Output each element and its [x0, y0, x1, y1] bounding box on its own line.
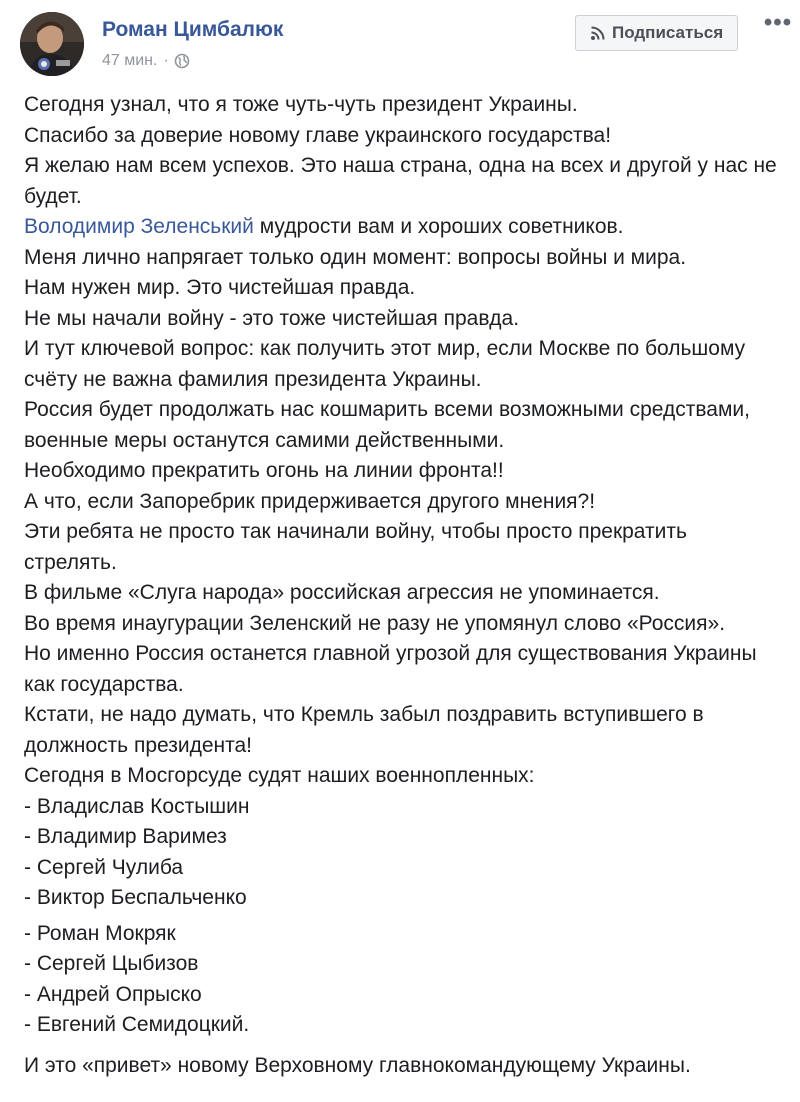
- post-line: Россия будет продолжать нас кошмарить всеми возможными средствами, военные меры останутся самими действенными.: [24, 398, 750, 452]
- post-timestamp[interactable]: 47 мин.: [102, 52, 158, 69]
- mention-link[interactable]: Володимир Зеленський: [24, 215, 254, 238]
- globe-icon[interactable]: [174, 53, 190, 69]
- avatar-photo: [20, 12, 84, 76]
- list-item: - Владимир Варимез: [24, 825, 227, 848]
- closing-line: И это «привет» новому Верховному главнокомандующему Украины.: [24, 1053, 691, 1077]
- post-line: Я желаю нам всем успехов. Это наша страна, одна на всех и другой у нас не будет.: [24, 154, 777, 208]
- mention-suffix: мудрости вам и хороших советников.: [253, 215, 624, 238]
- rss-icon: [590, 25, 606, 41]
- post-line: В фильме «Слуга народа» российская агрессия не упоминается.: [24, 581, 660, 604]
- subscribe-label: Подписаться: [612, 23, 724, 42]
- list-item: - Владислав Костышин: [24, 794, 250, 818]
- mention-line: [24, 212, 784, 243]
- post-meta: [102, 52, 190, 70]
- list-item: - Андрей Опрыско: [24, 982, 202, 1006]
- post-line: Но именно Россия останется главной угрозой для существования Украины как государства.: [24, 642, 757, 696]
- meta-separator: ·: [163, 52, 169, 69]
- post-line: Эти ребята не просто так начинали войну, чтобы просто прекратить стрелять.: [24, 520, 687, 574]
- subscribe-button[interactable]: [575, 15, 738, 51]
- list-item: - Евгений Семидоцкий.: [24, 1013, 250, 1036]
- post-line: Спасибо за доверие новому главе украинского государства!: [24, 123, 612, 147]
- post-body: [24, 90, 784, 1081]
- post-line: Необходимо прекратить огонь на линии фронта!!: [24, 459, 504, 482]
- post-line: Нам нужен мир. Это чистейшая правда.: [24, 276, 416, 299]
- list-item: - Сергей Цыбизов: [24, 952, 199, 975]
- list-item: - Роман Мокряк: [24, 921, 176, 945]
- author-name[interactable]: Роман Цимбалюк: [102, 18, 284, 41]
- post-line: Кстати, не надо думать, что Кремль забыл поздравить вступившего в должность президента!: [24, 703, 704, 757]
- list-item: - Виктор Беспальченко: [24, 886, 247, 909]
- post-header: [20, 9, 793, 82]
- post-line: Сегодня в Мосгорсуде судят наших военнопленных:: [24, 764, 535, 787]
- list-item: - Сергей Чулиба: [24, 855, 184, 879]
- post-line: А что, если Запоребрик придерживается другого мнения?!: [24, 489, 596, 513]
- author-avatar[interactable]: [20, 12, 84, 76]
- post-line: И тут ключевой вопрос: как получить этот мир, если Москве по большому счёту не важна фамилия президента Украины.: [24, 337, 746, 391]
- post-line: Не мы начали войну - это тоже чистейшая правда.: [24, 306, 520, 330]
- post-line: Во время инаугурации Зеленский не разу не упомянул слово «Россия».: [24, 611, 726, 635]
- paragraph-gap: [24, 1041, 784, 1051]
- more-options-button[interactable]: •••: [763, 9, 793, 36]
- post-line: Сегодня узнал, что я тоже чуть-чуть президент Украины.: [24, 93, 578, 116]
- post-line: Меня лично напрягает только один момент: вопросы войны и мира.: [24, 245, 687, 269]
